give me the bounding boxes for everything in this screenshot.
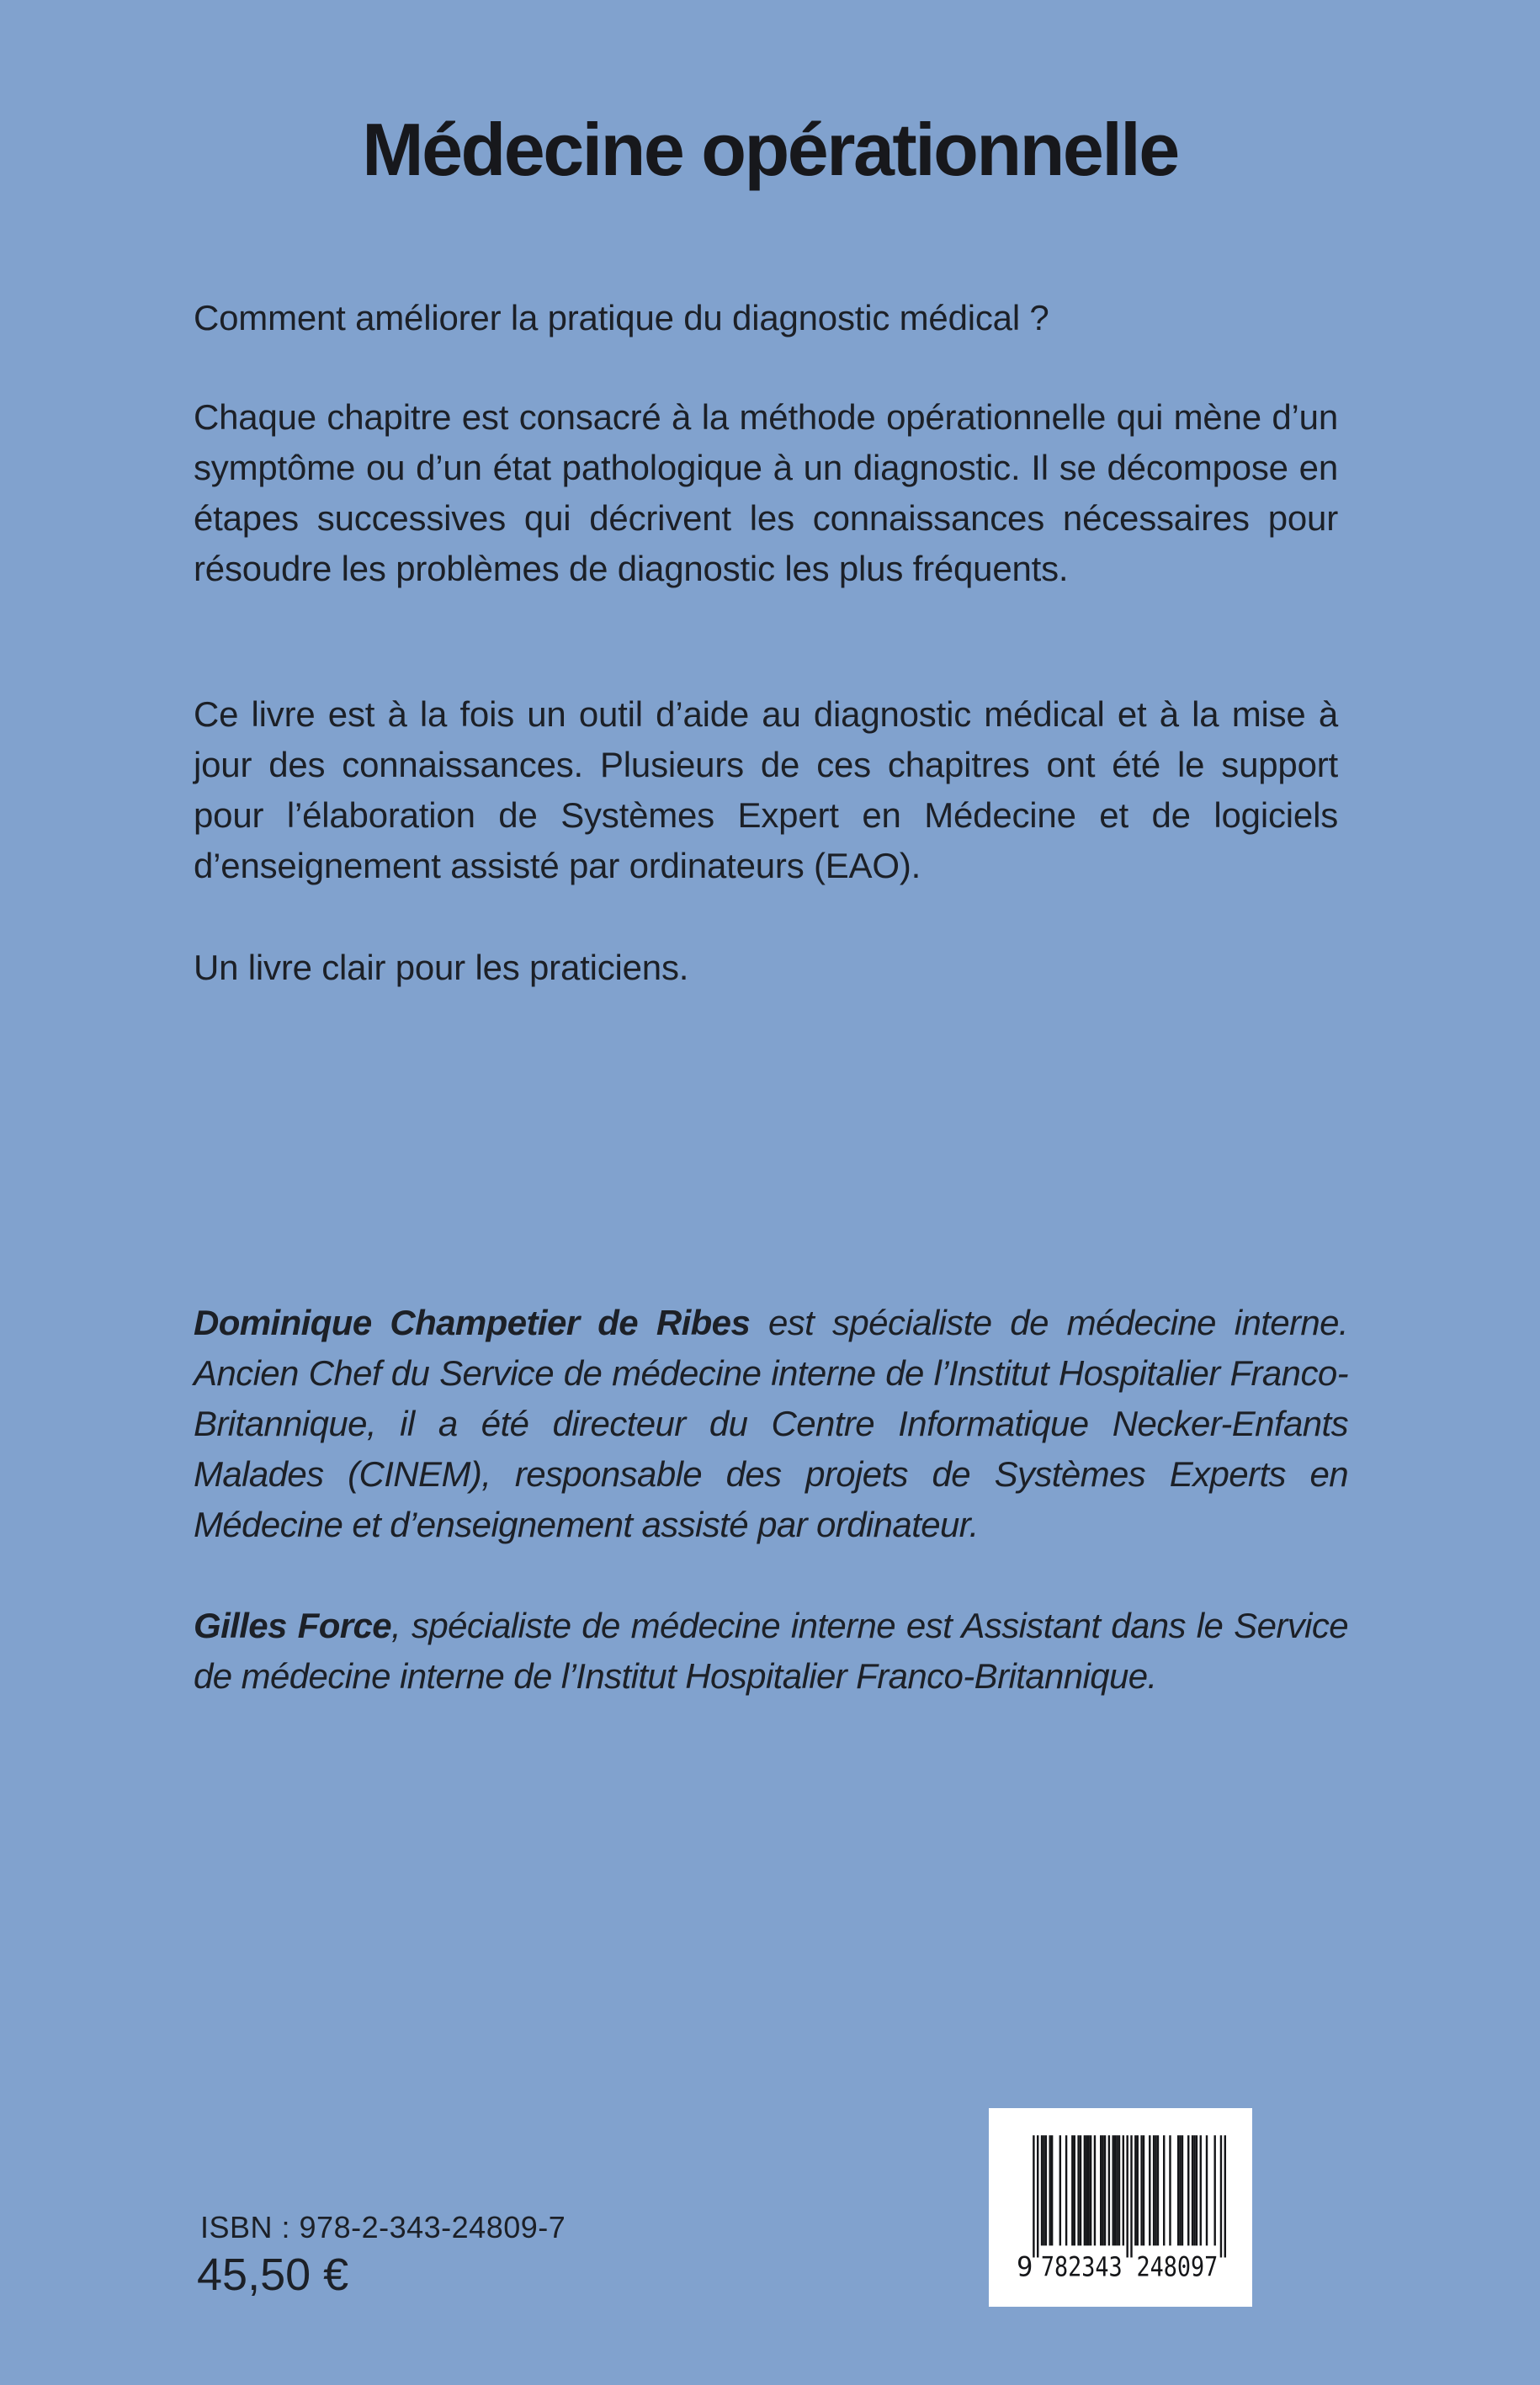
author1-name: Dominique Champetier de Ribes — [194, 1303, 751, 1342]
price-text: 45,50 € — [197, 2250, 349, 2300]
closing-line: Un livre clair pour les praticiens. — [194, 948, 689, 987]
book-title: Médecine opérationnelle — [362, 108, 1178, 191]
svg-text:248097: 248097 — [1136, 2250, 1218, 2281]
author2-bio — [194, 1601, 1348, 1702]
svg-text:782343: 782343 — [1040, 2250, 1123, 2281]
summary-paragraph-1: Chaque chapitre est consacré à la méthode opérationnelle qui mène d’un symptôme ou d’un état pathologique à un diagnostic. Il se décompose en étapes successives qui décrivent les connaissances nécessaires pour résoudre les problèmes de diagnostic les plus fréquents. — [194, 397, 1338, 588]
author2-name: Gilles Force — [194, 1606, 392, 1645]
author1-bio-text: est spécialiste de médecine interne. Ancien Chef du Service de médecine interne de l’Institut Hospitalier Franco-Britannique, il a été directeur du Centre Informatique Necker-Enfants Malades (CINEM), responsable des projets de Systèmes Experts en Médecine et d’enseignement assisté par ordinateur. — [194, 1303, 1348, 1544]
summary-paragraph-2: Ce livre est à la fois un outil d’aide au diagnostic médical et à la mise à jour des connaissances. Plusieurs de ces chapitres ont été le support pour l’élaboration de Systèmes Expert en Médecine et de logiciels d’enseignement assisté par ordinateurs (EAO). — [194, 694, 1338, 885]
barcode — [989, 2108, 1252, 2307]
author2-bio-text: , spécialiste de médecine interne est Assistant dans le Service de médecine interne de l’Institut Hospitalier Franco-Britannique. — [194, 1606, 1349, 1696]
isbn-text: ISBN : 978-2-343-24809-7 — [200, 2210, 566, 2244]
svg-text:9: 9 — [1016, 2250, 1033, 2281]
tagline: Comment améliorer la pratique du diagnostic médical ? — [194, 298, 1049, 337]
barcode-ean13-icon — [1016, 2135, 1226, 2281]
author1-bio — [194, 1298, 1348, 1550]
